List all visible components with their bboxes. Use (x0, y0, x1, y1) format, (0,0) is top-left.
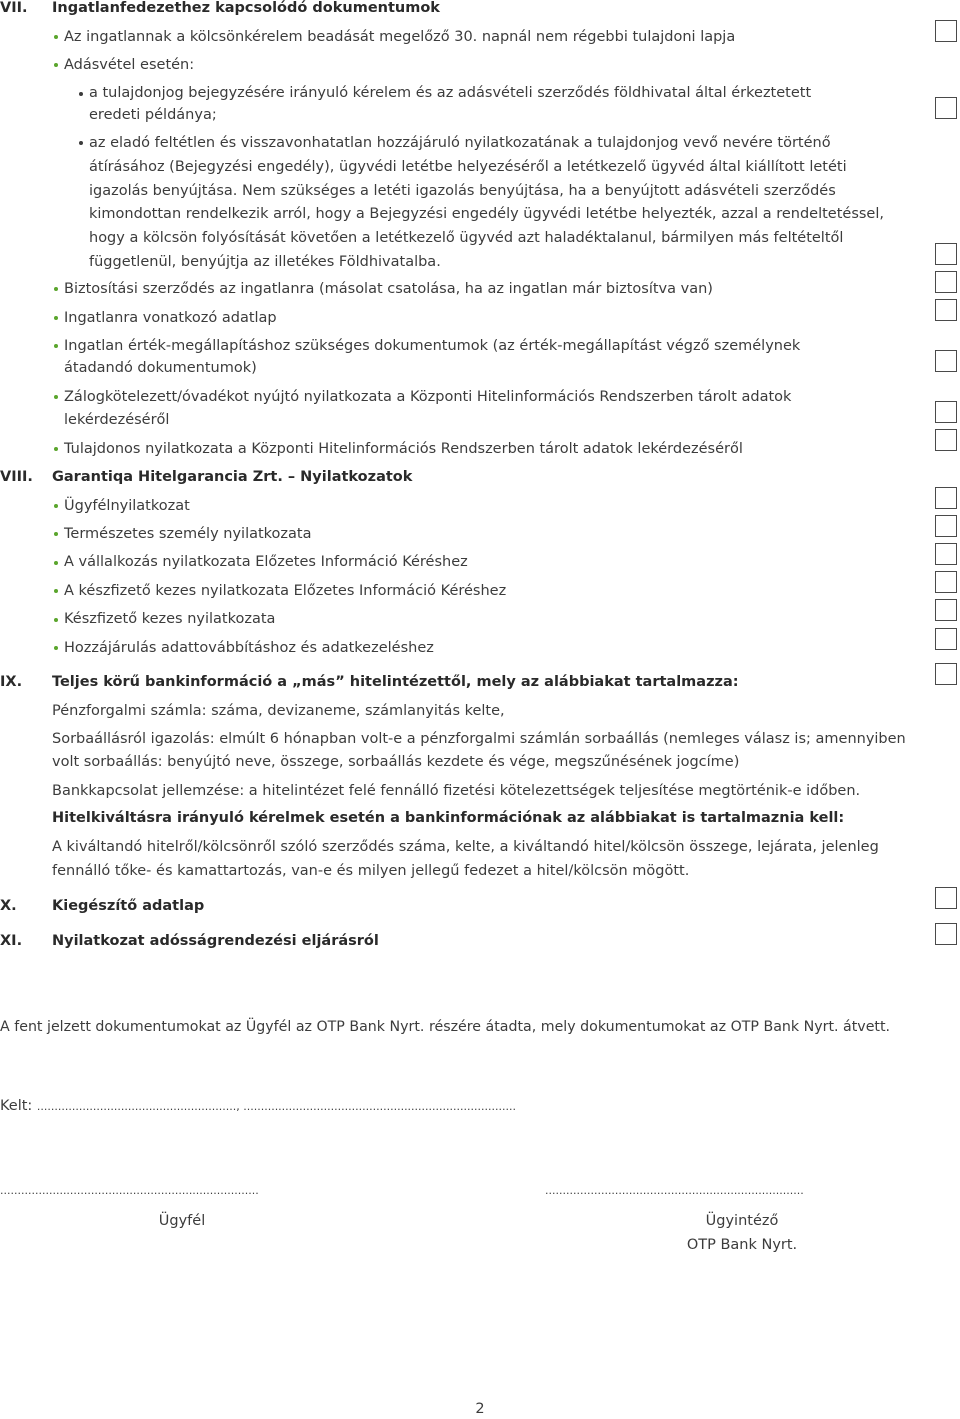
paragraph: Pénzforgalmi számla: száma, devizaneme, számlanyitás kelte, (52, 703, 505, 719)
bullet-icon (54, 395, 58, 399)
checkbox[interactable] (935, 571, 957, 593)
list-item: Természetes személy nyilatkozata (64, 526, 312, 542)
sub-list-item-cont (89, 180, 836, 202)
checkbox[interactable] (935, 20, 957, 42)
bullet-icon (79, 92, 83, 96)
signature-line-officer: .......................................................................... (545, 1184, 804, 1197)
sub-list-item: a tulajdonjog bejegyzésére irányuló kérelem és az adásvételi szerződés földhivatal által érkeztetett (89, 85, 812, 101)
paragraph: A kiváltandó hitelről/kölcsönről szóló szerződés száma, kelte, a kiváltandó hitel/kölcsön összege, lejárata, jelenleg (52, 839, 879, 855)
bullet-icon (54, 287, 58, 291)
sub-list-item-cont: függetlenül, benyújtja az illetékes Földhivatalba. (89, 254, 441, 270)
checkbox[interactable] (935, 543, 957, 565)
section-title-xi: Nyilatkozat adósságrendezési eljárásról (52, 933, 379, 949)
bullet-icon (54, 63, 58, 67)
list-item: Ingatlanra vonatkozó adatlap (64, 310, 277, 326)
checkbox[interactable] (935, 350, 957, 372)
section-title-ix: Teljes körű bankinformáció a „más” hitelintézettől, mely az alábbiakat tartalmazza: (52, 674, 739, 690)
paragraph: Bankkapcsolat jellemzése: a hitelintézet felé fennálló fizetési kötelezettségek teljesítése megtörténik-e időben. (52, 783, 861, 799)
sub-list-item-cont: hogy a kölcsön folyósítását követően a letétkezelő ügyvéd azt haladéktalanul, bármilyen más feltételtől (89, 230, 844, 246)
paragraph-cont: volt sorbaállás: benyújtó neve, összege, sorbaállás kezdete és vége, megszűnésének jogcíme) (52, 754, 740, 770)
date-line (0, 1095, 516, 1118)
section-title-viii: Garantiqa Hitelgarancia Zrt. – Nyilatkozatok (52, 469, 413, 485)
handover-statement: A fent jelzett dokumentumokat az Ügyfél az OTP Bank Nyrt. részére átadta, mely dokumentumokat az OTP Bank Nyrt. átvett. (0, 1019, 891, 1035)
checkbox[interactable] (935, 299, 957, 321)
sub-list-item-cont: eredeti példánya; (89, 107, 217, 123)
bullet-icon (54, 589, 58, 593)
list-item-cont: átadandó dokumentumok) (64, 360, 257, 376)
paragraph-cont: fennálló tőke- és kamattartozás, van-e és milyen jellegű fedezet a hitel/kölcsön mögött. (52, 863, 690, 879)
checkbox[interactable] (935, 243, 957, 265)
bullet-icon (54, 561, 58, 565)
checkbox[interactable] (935, 487, 957, 509)
paragraph: Sorbaállásról igazolás: elmúlt 6 hónapban volt-e a pénzforgalmi számlán sorbaállás (nemleges válasz is; amennyiben (52, 731, 906, 747)
list-item: Tulajdonos nyilatkozata a Központi Hitelinformációs Rendszerben tárolt adatok lekérdezéséről (64, 441, 743, 457)
date-label: Kelt: (0, 1098, 33, 1114)
list-item: A vállalkozás nyilatkozata Előzetes Információ Kéréshez (64, 554, 468, 570)
sub-list-item: az eladó feltétlen és visszavonhatatlan hozzájáruló nyilatkozatának a tulajdonjog vevő nevére történő (89, 135, 831, 151)
checkbox[interactable] (935, 271, 957, 293)
bullet-icon (54, 646, 58, 650)
sub-list-text: igazolás benyújtása. (89, 183, 238, 199)
checkbox[interactable] (935, 887, 957, 909)
checkbox[interactable] (935, 97, 957, 119)
section-number-vii: VII. (0, 0, 28, 16)
bullet-icon (54, 532, 58, 536)
list-item: Az ingatlannak a kölcsönkérelem beadását megelőző 30. napnál nem régebbi tulajdoni lapja (64, 29, 736, 45)
section-number-x: X. (0, 898, 17, 914)
bullet-icon (54, 447, 58, 451)
checkbox[interactable] (935, 599, 957, 621)
signature-org: OTP Bank Nyrt. (686, 1237, 798, 1253)
list-item: Ügyfélnyilatkozat (64, 498, 190, 514)
checkbox[interactable] (935, 628, 957, 650)
section-title-vii: Ingatlanfedezethez kapcsolódó dokumentumok (52, 0, 440, 16)
sub-list-item-cont: átírásához (Bejegyzési engedély), ügyvédi letétbe helyezéséről a letétkezelő ügyvéd által kiállított letéti (89, 159, 847, 175)
sub-list-item-cont: kimondottan rendelkezik arról, hogy a Bejegyzési engedély ügyvédi letétbe helyezték, azzal a rendeltetéssel, (89, 206, 884, 222)
section-number-viii: VIII. (0, 469, 33, 485)
bullet-icon (54, 344, 58, 348)
bullet-icon (54, 618, 58, 622)
bullet-icon (54, 35, 58, 39)
section-number-ix: IX. (0, 674, 23, 690)
signature-line-client: .......................................................................... (0, 1184, 259, 1197)
list-item: Hozzájárulás adattovábbításhoz és adatkezeléshez (64, 640, 434, 656)
sub-list-text: Nem szükséges a letéti igazolás benyújtása, ha a benyújtott adásvételi szerződés (237, 183, 836, 199)
paragraph-heading: Hitelkiváltásra irányuló kérelmek esetén a bankinformációnak az alábbiakat is tartalmaznia kell: (52, 810, 845, 826)
list-item: Zálogkötelezett/óvadékot nyújtó nyilatkozata a Központi Hitelinformációs Rendszerben tárolt adatok (64, 389, 792, 405)
page-number: 2 (475, 1401, 485, 1417)
list-item-cont: lekérdezéséről (64, 412, 170, 428)
signature-label-client: Ügyfél (158, 1213, 206, 1229)
section-title-x: Kiegészítő adatlap (52, 898, 205, 914)
checkbox[interactable] (935, 515, 957, 537)
list-item: Adásvétel esetén: (64, 57, 195, 73)
list-item: Készfizető kezes nyilatkozata (64, 611, 276, 627)
list-item: Ingatlan érték-megállapításhoz szükséges dokumentumok (az érték-megállapítást végző személynek (64, 338, 801, 354)
checkbox[interactable] (935, 429, 957, 451)
bullet-icon (79, 141, 83, 145)
checkbox[interactable] (935, 401, 957, 423)
bullet-icon (54, 316, 58, 320)
list-item: A készfizető kezes nyilatkozata Előzetes Információ Kéréshez (64, 583, 507, 599)
checkbox[interactable] (935, 663, 957, 685)
section-number-xi: XI. (0, 933, 23, 949)
date-field-dots: ........................................................., .............................................................................. (36, 1100, 516, 1113)
list-item: Biztosítási szerződés az ingatlanra (másolat csatolása, ha az ingatlan már biztosítva van) (64, 281, 713, 297)
signature-label-officer: Ügyintéző (705, 1213, 779, 1229)
checkbox[interactable] (935, 923, 957, 945)
bullet-icon (54, 504, 58, 508)
